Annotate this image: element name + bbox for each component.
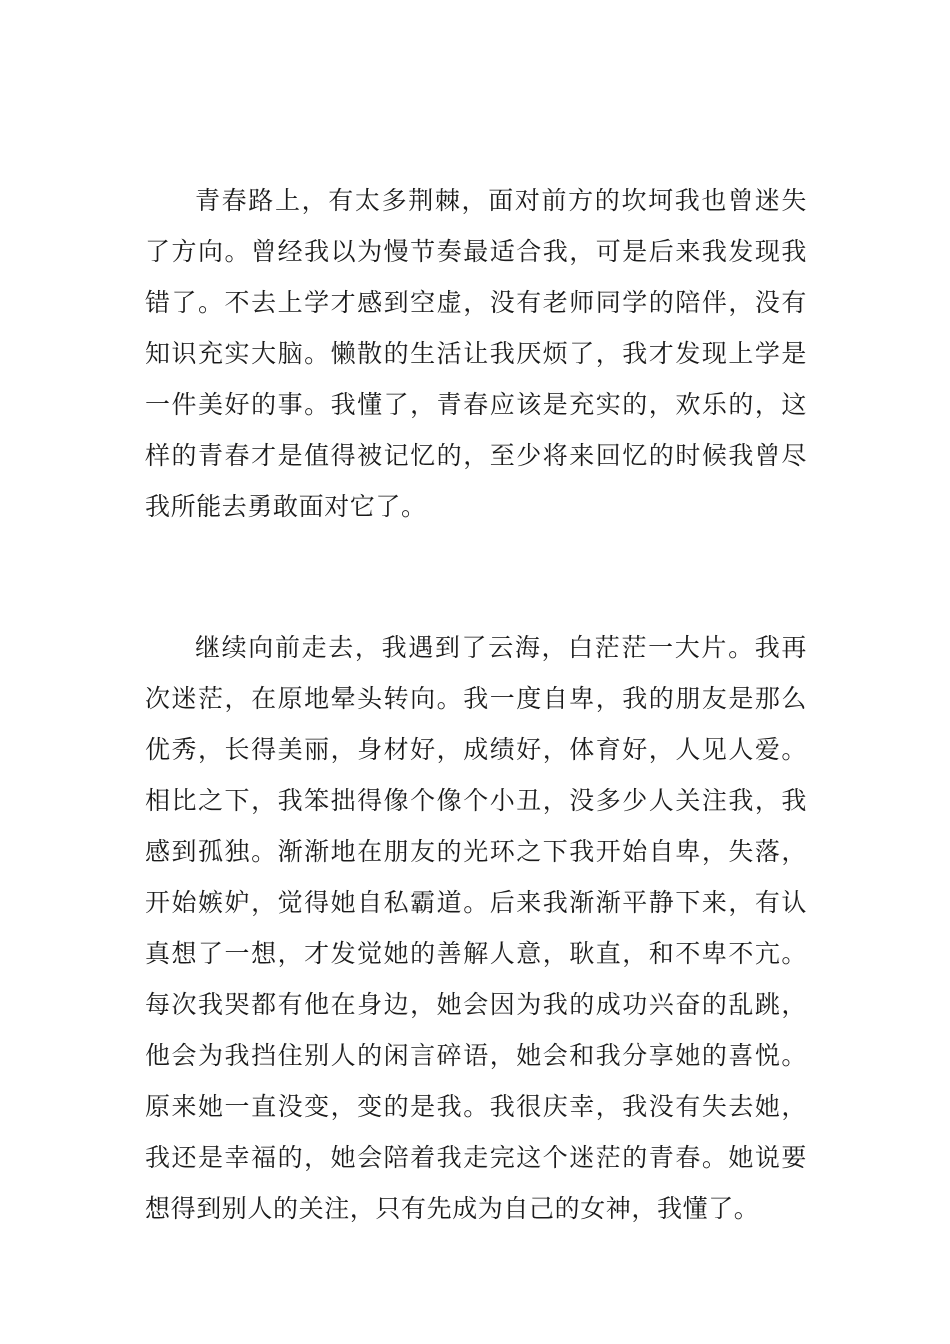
paragraph-2: 继续向前走去，我遇到了云海，白茫茫一大片。我再次迷茫，在原地晕头转向。我一度自卑，我的朋友是那么优秀，长得美丽，身材好，成绩好，体育好，人见人爱。相比之下，我笨拙得像个像个小丑，没多少人关注我，我感到孤独。渐渐地在朋友的光环之下我开始自卑，失落，开始嫉妒，觉得她自私霸道。后来我渐渐平静下来，有认真想了一想，才发觉她的善解人意，耿直，和不卑不亢。每次我哭都有他在身边，她会因为我的成功兴奋的乱跳，他会为我挡住别人的闲言碎语，她会和我分享她的喜悦。原来她一直没变，变的是我。我很庆幸，我没有失去她，我还是幸福的，她会陪着我走完这个迷茫的青春。她说要想得到别人的关注，只有先成为自己的女神，我懂了。 <box>145 633 807 1223</box>
paragraph-1: 青春路上，有太多荆棘，面对前方的坎坷我也曾迷失了方向。曾经我以为慢节奏最适合我，可是后来我发现我错了。不去上学才感到空虚，没有老师同学的陪伴，没有知识充实大脑。懒散的生活让我厌烦了，我才发现上学是一件美好的事。我懂了，青春应该是充实的，欢乐的，这样的青春才是值得被记忆的，至少将来回忆的时候我曾尽我所能去勇敢面对它了。 <box>145 186 807 521</box>
